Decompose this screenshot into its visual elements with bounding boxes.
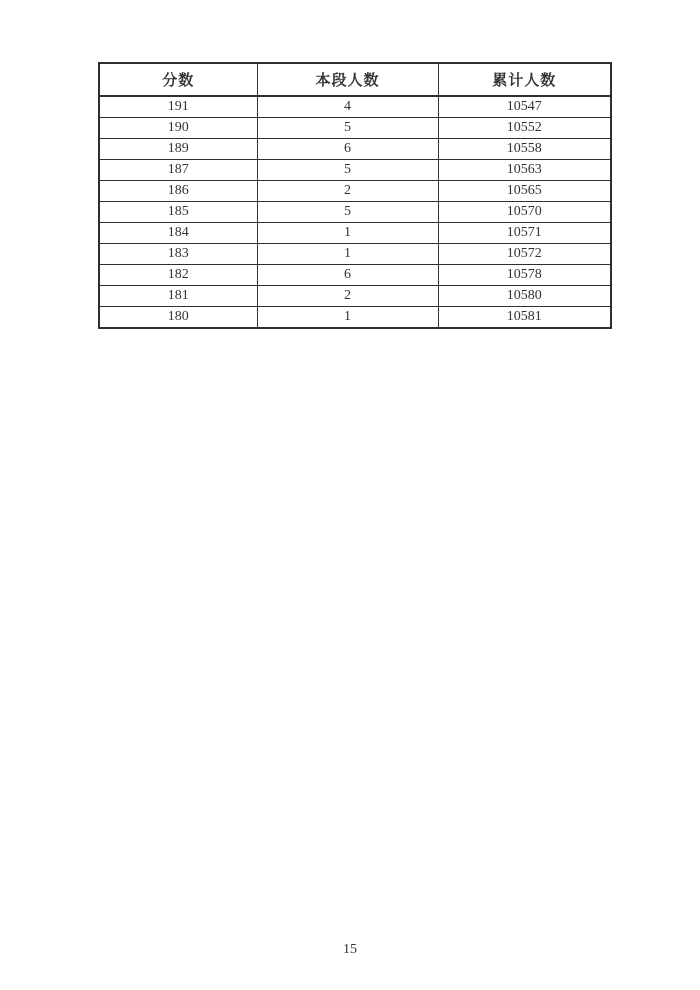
cumulative-count-cell: 10558 xyxy=(438,139,611,160)
table-row xyxy=(99,307,611,329)
table-row xyxy=(99,223,611,244)
segment-count-cell: 1 xyxy=(257,223,438,244)
segment-count-cell: 4 xyxy=(257,96,438,118)
table-header-row xyxy=(99,63,611,96)
cumulative-count-cell: 10552 xyxy=(438,118,611,139)
cumulative-count-cell: 10571 xyxy=(438,223,611,244)
segment-count-cell: 6 xyxy=(257,265,438,286)
cumulative-count-cell: 10580 xyxy=(438,286,611,307)
score-cell: 181 xyxy=(99,286,257,307)
segment-count-cell: 6 xyxy=(257,139,438,160)
segment-count-cell: 1 xyxy=(257,307,438,329)
score-cell: 187 xyxy=(99,160,257,181)
segment-count-cell: 5 xyxy=(257,118,438,139)
header-segment-count: 本段人数 xyxy=(257,63,438,96)
score-cell: 185 xyxy=(99,202,257,223)
table-row xyxy=(99,202,611,223)
segment-count-cell: 2 xyxy=(257,181,438,202)
segment-count-cell: 2 xyxy=(257,286,438,307)
table-body xyxy=(99,96,611,328)
table-row xyxy=(99,118,611,139)
score-cell: 190 xyxy=(99,118,257,139)
cumulative-count-cell: 10570 xyxy=(438,202,611,223)
cumulative-count-cell: 10572 xyxy=(438,244,611,265)
table-row xyxy=(99,139,611,160)
score-cell: 184 xyxy=(99,223,257,244)
segment-count-cell: 5 xyxy=(257,202,438,223)
score-cell: 183 xyxy=(99,244,257,265)
table-row xyxy=(99,160,611,181)
score-cell: 186 xyxy=(99,181,257,202)
header-score: 分数 xyxy=(99,63,257,96)
cumulative-count-cell: 10563 xyxy=(438,160,611,181)
page-number: 15 xyxy=(343,942,357,957)
score-cell: 182 xyxy=(99,265,257,286)
table-row xyxy=(99,96,611,118)
table-row xyxy=(99,265,611,286)
table-row xyxy=(99,286,611,307)
score-cell: 191 xyxy=(99,96,257,118)
table-row xyxy=(99,181,611,202)
cumulative-count-cell: 10565 xyxy=(438,181,611,202)
segment-count-cell: 5 xyxy=(257,160,438,181)
table-row xyxy=(99,244,611,265)
cumulative-count-cell: 10578 xyxy=(438,265,611,286)
segment-count-cell: 1 xyxy=(257,244,438,265)
score-cell: 180 xyxy=(99,307,257,329)
score-cell: 189 xyxy=(99,139,257,160)
score-distribution-table xyxy=(98,62,612,329)
header-cumulative-count: 累计人数 xyxy=(438,63,611,96)
cumulative-count-cell: 10581 xyxy=(438,307,611,329)
cumulative-count-cell: 10547 xyxy=(438,96,611,118)
